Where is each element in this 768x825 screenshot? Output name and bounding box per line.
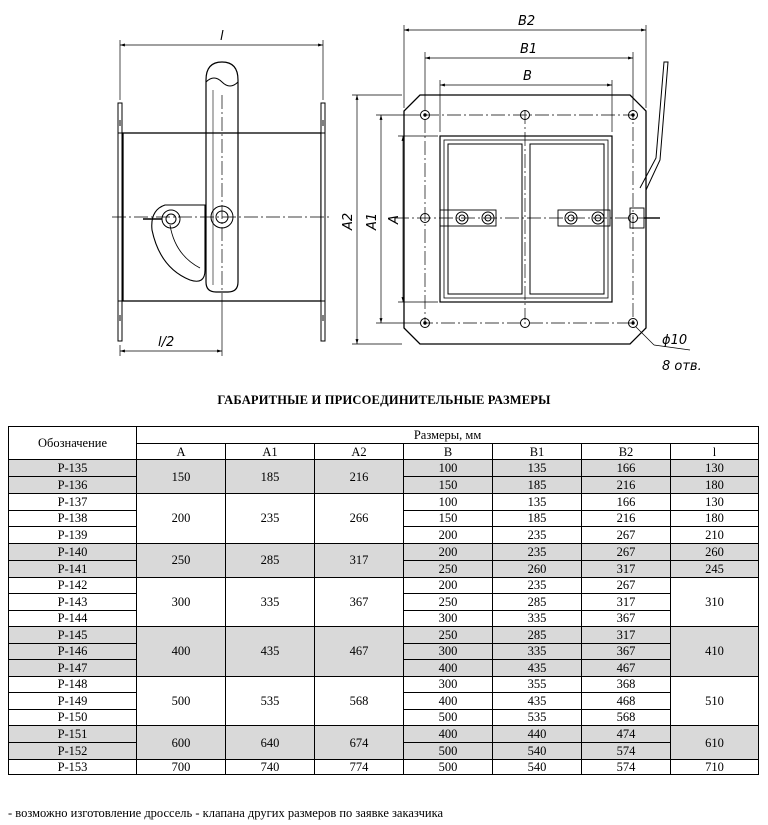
cell-a2: 467 <box>315 627 404 677</box>
cell-designation: P-137 <box>9 494 137 511</box>
cell-b: 200 <box>404 577 493 594</box>
cell-b1: 185 <box>493 510 582 527</box>
cell-a1: 435 <box>226 627 315 677</box>
cell-b2: 467 <box>582 660 671 677</box>
cell-b2: 574 <box>582 743 671 760</box>
technical-drawing <box>0 0 768 385</box>
cell-b1: 260 <box>493 560 582 577</box>
cell-b1: 235 <box>493 577 582 594</box>
cell-b1: 285 <box>493 627 582 644</box>
column-header: A2 <box>315 444 404 460</box>
cell-b1: 135 <box>493 494 582 511</box>
cell-l: 510 <box>671 676 759 726</box>
cell-designation: P-138 <box>9 510 137 527</box>
label-hole-count: 8 отв. <box>662 359 702 374</box>
cell-b1: 285 <box>493 594 582 611</box>
cell-a1: 740 <box>226 760 315 775</box>
cell-designation: P-152 <box>9 743 137 760</box>
cell-b2: 216 <box>582 477 671 494</box>
cell-a: 300 <box>137 577 226 627</box>
cell-a: 150 <box>137 460 226 494</box>
label-l: l <box>220 29 224 44</box>
cell-b: 200 <box>404 527 493 544</box>
side-view <box>112 40 330 356</box>
cell-designation: P-148 <box>9 676 137 693</box>
cell-b2: 368 <box>582 676 671 693</box>
column-header: B1 <box>493 444 582 460</box>
cell-b1: 440 <box>493 726 582 743</box>
cell-b: 150 <box>404 477 493 494</box>
cell-l: 180 <box>671 477 759 494</box>
table-row <box>9 577 759 594</box>
cell-a1: 640 <box>226 726 315 760</box>
cell-b: 400 <box>404 726 493 743</box>
header-designation: Обозначение <box>9 427 137 460</box>
cell-b2: 267 <box>582 577 671 594</box>
cell-b2: 468 <box>582 693 671 710</box>
table-row <box>9 676 759 693</box>
column-header: l <box>671 444 759 460</box>
cell-a1: 335 <box>226 577 315 627</box>
cell-l: 130 <box>671 494 759 511</box>
column-header: A1 <box>226 444 315 460</box>
cell-designation: P-143 <box>9 594 137 611</box>
table-title: ГАБАРИТНЫЕ И ПРИСОЕДИНИТЕЛЬНЫЕ РАЗМЕРЫ <box>217 393 551 407</box>
table-row <box>9 627 759 644</box>
cell-designation: P-147 <box>9 660 137 677</box>
cell-designation: P-140 <box>9 543 137 560</box>
cell-b2: 568 <box>582 709 671 726</box>
cell-a: 700 <box>137 760 226 775</box>
label-a: A <box>387 215 402 224</box>
table-row <box>9 494 759 511</box>
cell-b1: 435 <box>493 660 582 677</box>
cell-b2: 166 <box>582 494 671 511</box>
cell-b: 400 <box>404 660 493 677</box>
cell-b: 250 <box>404 627 493 644</box>
cell-l: 710 <box>671 760 759 775</box>
cell-b: 250 <box>404 560 493 577</box>
cell-a1: 535 <box>226 676 315 726</box>
cell-b1: 335 <box>493 643 582 660</box>
table-row <box>9 543 759 560</box>
cell-b2: 317 <box>582 560 671 577</box>
cell-a: 600 <box>137 726 226 760</box>
cell-b: 300 <box>404 610 493 627</box>
cell-a1: 235 <box>226 494 315 544</box>
cell-l: 130 <box>671 460 759 477</box>
cell-b1: 185 <box>493 477 582 494</box>
cell-b1: 235 <box>493 527 582 544</box>
table-row <box>9 726 759 743</box>
label-hole-diameter: ϕ10 <box>662 333 688 348</box>
label-b: B <box>523 69 532 84</box>
footnote: - возможно изготовление дроссель - клапана других размеров по заявке заказчика <box>8 806 444 820</box>
table-row <box>9 460 759 477</box>
cell-a2: 674 <box>315 726 404 760</box>
cell-designation: P-146 <box>9 643 137 660</box>
cell-a: 250 <box>137 543 226 577</box>
cell-a1: 185 <box>226 460 315 494</box>
cell-b: 400 <box>404 693 493 710</box>
cell-designation: P-153 <box>9 760 137 775</box>
cell-b2: 317 <box>582 627 671 644</box>
cell-b2: 267 <box>582 543 671 560</box>
cell-a2: 216 <box>315 460 404 494</box>
cell-b2: 216 <box>582 510 671 527</box>
cell-designation: P-135 <box>9 460 137 477</box>
table-row <box>9 760 759 775</box>
cell-designation: P-136 <box>9 477 137 494</box>
cell-b: 100 <box>404 494 493 511</box>
cell-a2: 317 <box>315 543 404 577</box>
cell-a: 400 <box>137 627 226 677</box>
cell-a2: 774 <box>315 760 404 775</box>
cell-designation: P-151 <box>9 726 137 743</box>
cell-a: 200 <box>137 494 226 544</box>
cell-b2: 367 <box>582 643 671 660</box>
cell-b2: 317 <box>582 594 671 611</box>
cell-designation: P-145 <box>9 627 137 644</box>
cell-b: 100 <box>404 460 493 477</box>
column-header: A <box>137 444 226 460</box>
cell-b: 150 <box>404 510 493 527</box>
cell-l: 260 <box>671 543 759 560</box>
cell-b2: 474 <box>582 726 671 743</box>
cell-b: 300 <box>404 643 493 660</box>
cell-b: 250 <box>404 594 493 611</box>
cell-l: 180 <box>671 510 759 527</box>
cell-b1: 235 <box>493 543 582 560</box>
cell-b1: 135 <box>493 460 582 477</box>
cell-b: 300 <box>404 676 493 693</box>
header-sizes: Размеры, мм <box>137 427 759 444</box>
cell-a2: 266 <box>315 494 404 544</box>
cell-designation: P-141 <box>9 560 137 577</box>
cell-b1: 540 <box>493 760 582 775</box>
label-l-half: l/2 <box>158 335 175 350</box>
cell-designation: P-150 <box>9 709 137 726</box>
label-a1: A1 <box>365 212 380 230</box>
cell-b1: 435 <box>493 693 582 710</box>
cell-b: 500 <box>404 743 493 760</box>
cell-designation: P-142 <box>9 577 137 594</box>
cell-b2: 166 <box>582 460 671 477</box>
dimensions-table <box>8 426 759 775</box>
cell-l: 245 <box>671 560 759 577</box>
cell-b1: 540 <box>493 743 582 760</box>
cell-l: 410 <box>671 627 759 677</box>
cell-b2: 574 <box>582 760 671 775</box>
cell-designation: P-144 <box>9 610 137 627</box>
cell-a2: 568 <box>315 676 404 726</box>
cell-a2: 367 <box>315 577 404 627</box>
cell-b1: 355 <box>493 676 582 693</box>
cell-b: 500 <box>404 709 493 726</box>
cell-l: 310 <box>671 577 759 627</box>
column-header: B2 <box>582 444 671 460</box>
cell-a1: 285 <box>226 543 315 577</box>
label-a2: A2 <box>341 212 356 230</box>
cell-b: 200 <box>404 543 493 560</box>
cell-b: 500 <box>404 760 493 775</box>
cell-l: 210 <box>671 527 759 544</box>
cell-b1: 335 <box>493 610 582 627</box>
cell-b2: 267 <box>582 527 671 544</box>
cell-a: 500 <box>137 676 226 726</box>
cell-designation: P-149 <box>9 693 137 710</box>
cell-b2: 367 <box>582 610 671 627</box>
label-b1: B1 <box>520 42 538 57</box>
column-header: B <box>404 444 493 460</box>
label-b2: B2 <box>518 14 536 29</box>
cell-l: 610 <box>671 726 759 760</box>
cell-b1: 535 <box>493 709 582 726</box>
cell-designation: P-139 <box>9 527 137 544</box>
front-view <box>352 25 690 350</box>
